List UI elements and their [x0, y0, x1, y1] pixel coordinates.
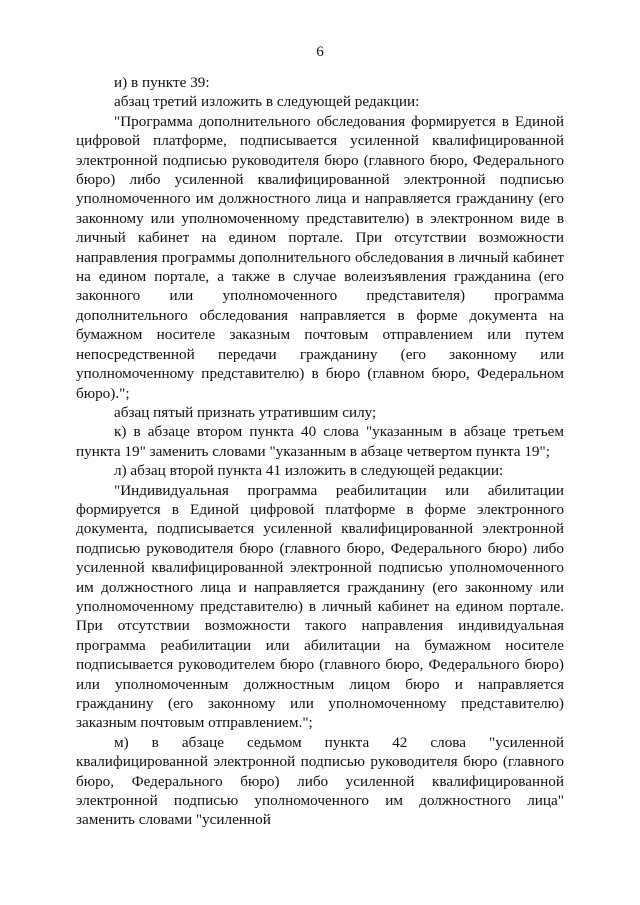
paragraph-item-m: м) в абзаце седьмом пункта 42 слова "усиленной квалифицированной электронной подписью руководителя бюро (главного бюро, Федерального бюро) либо усиленной квалифицированной электронной подписью уполномоченного им должностного лица" заменить словами "усиленной — [76, 733, 564, 829]
paragraph-item-l: л) абзац второй пункта 41 изложить в следующей редакции: — [114, 462, 504, 480]
paragraph-individualnaya-programma: "Индивидуальная программа реабилитации или абилитации формируется в Единой цифровой платформе в форме электронного документа, подписывается усиленной квалифицированной электронной подписью руководителя бюро (главного бюро, Федерального бюро) либо усиленной квалифицированной электронной подписью уполномоченного им должностного лица и направляется гражданину (его законному или уполномоченному представителю) в личный кабинет на едином портале. При отсутствии возможности такого направления индивидуальная программа реабилитации или абилитации на бумажном носителе подписывается руководителем бюро (главного бюро, Федерального бюро) или уполномоченным должностным лицом бюро и направляется гражданину (его законному или уполномоченному представителю) заказным почтовым отправлением."; — [76, 481, 564, 732]
body-text — [76, 73, 564, 830]
paragraph-item-i: и) в пункте 39: — [114, 74, 210, 91]
paragraph-abzats-pyatyy: абзац пятый признать утратившим силу; — [114, 403, 377, 421]
paragraph-abzats-tretiy: абзац третий изложить в следующей редакции: — [114, 93, 420, 111]
paragraph-item-k: к) в абзаце втором пункта 40 слова "указанным в абзаце третьем пункта 19" заменить словами "указанным в абзаце четвертом пункта 19"; — [76, 423, 564, 460]
paragraph-programma-obsledovaniya: "Программа дополнительного обследования формируется в Единой цифровой платформе, подписывается усиленной квалифицированной электронной подписью руководителя бюро (главного бюро, Федерального бюро) либо усиленной квалифицированной электронной подписью уполномоченного им должностного лица и направляется гражданину (его законному или уполномоченному представителю) в электронном виде в личный кабинет на едином портале. При отсутствии возможности направления программы дополнительного обследования в личный кабинет на едином портале, а также в случае волеизъявления гражданина (его законного или уполномоченного представителя) программа дополнительного обследования направляется в форме документа на бумажном носителе заказным почтовым отправлением или путем непосредственной передачи гражданину (его законному или уполномоченному представителю) в бюро (главном бюро, Федеральном бюро)."; — [76, 112, 564, 402]
page-number: 6 — [316, 44, 324, 60]
